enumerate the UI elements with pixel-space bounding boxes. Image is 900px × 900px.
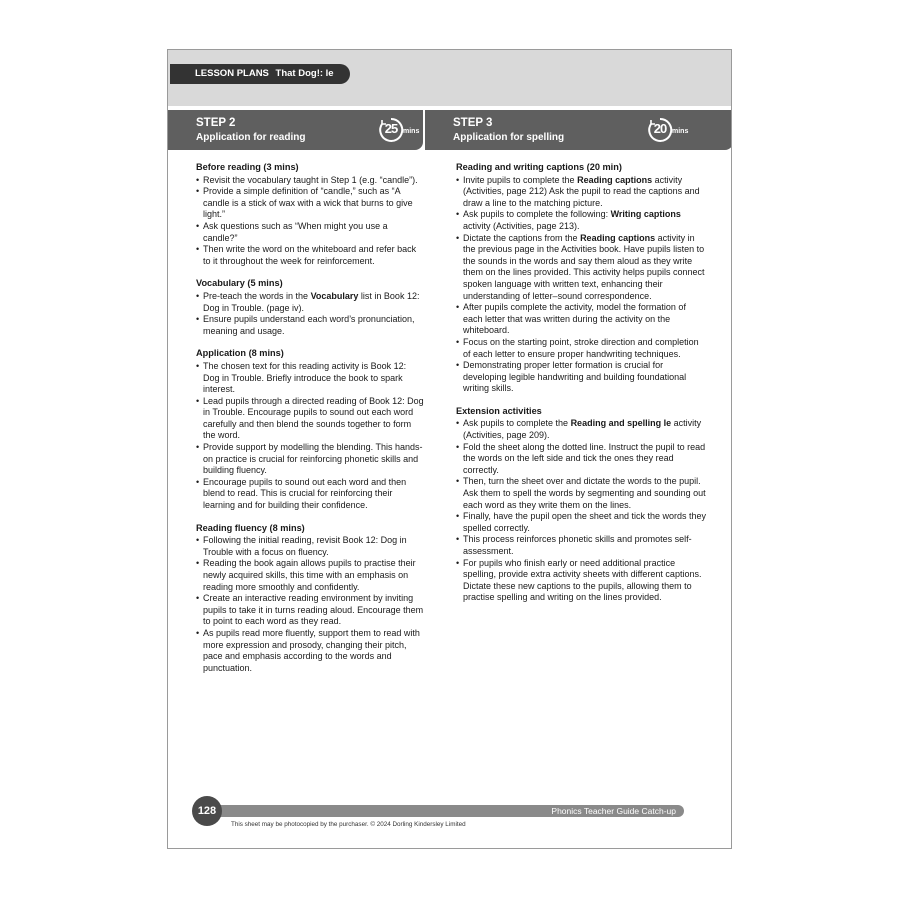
bold-text: Vocabulary [310, 290, 359, 301]
list-item [196, 593, 424, 628]
bullet-list [196, 291, 424, 337]
item-text: Encourage pupils to sound out each word and then blend to read. This is crucial for reinforcing their learning and for building their confidence. [203, 476, 407, 511]
bullet-list [196, 175, 424, 268]
list-item [196, 558, 424, 593]
copyright-notice: This sheet may be photocopied by the purchaser. © 2024 Dorling Kindersley Limited [231, 821, 466, 828]
step2-title: Application for reading [196, 132, 306, 143]
step2-column [196, 162, 424, 685]
item-text: Then, turn the sheet over and dictate the words to the pupil. Ask them to spell the words by segmenting and sounding out each word as they write them on the lines. [463, 476, 706, 510]
item-text: Ensure pupils understand each word’s pronunciation, meaning and usage. [203, 314, 415, 336]
page-number: 128 [192, 796, 222, 826]
list-item [196, 396, 424, 442]
bold-text: Reading captions [580, 232, 656, 243]
step3-column [456, 162, 706, 615]
item-text: Invite pupils to complete the [463, 174, 578, 185]
step3-timer-value: 20 [653, 121, 667, 136]
step2-timer-unit: mins [403, 128, 420, 135]
step3-title: Application for spelling [453, 132, 565, 143]
item-text: activity (Activities, page 212) Ask the pupil to read the captions and draw a line to the matching picture. [463, 174, 700, 208]
section-label: LESSON PLANS [195, 68, 269, 79]
item-text: Then write the word on the whiteboard and refer back to it throughout the week for reinforcement. [203, 244, 417, 266]
list-item [196, 477, 424, 512]
item-text: activity in the previous page in the Activities book. Have pupils listen to the sounds in the words and say them aloud as they write them on the lines provided. This activity helps pupils connect spoken language with written text, enhancing their understanding of letter–sound correspondence. [463, 232, 705, 301]
item-text: Ask pupils to complete the [463, 418, 571, 429]
list-item [456, 442, 706, 477]
header-pill [170, 64, 350, 84]
item-text: As pupils read more fluently, support them to read with more expression and prosody, changing their pitch, pace and emphasis according to the words and punctuation. [203, 627, 420, 673]
item-text: The chosen text for this reading activity is Book 12: Dog in Trouble. Briefly introduce the book to spark interest. [203, 360, 407, 395]
list-item [456, 209, 706, 232]
item-text: After pupils complete the activity, model the formation of each letter that was written during the activity on the whiteboard. [463, 302, 686, 336]
list-item [196, 361, 424, 396]
item-text: Ask questions such as “When might you use a candle?” [203, 220, 388, 243]
item-text: This process reinforces phonetic skills and promotes self-assessment. [463, 534, 692, 556]
step3-header [425, 110, 732, 150]
item-text: list in Book 12: Dog in Trouble. (page iv). [203, 290, 420, 313]
bold-text: Writing captions [610, 209, 681, 220]
item-text: Lead pupils through a directed reading of Book 12: Dog in Trouble. Encourage pupils to sound out each word carefully and then blend the sounds together to form the word. [203, 395, 424, 441]
list-item [196, 291, 424, 314]
item-text: For pupils who finish early or need additional practice spelling, provide extra activity sheets with different captions. Dictate these new captions to the pupils, allowing them to practise spelling and writing on the lines provided. [463, 557, 702, 603]
section-heading: Vocabulary (5 mins) [196, 278, 283, 289]
book-title: Phonics Teacher Guide Catch-up [551, 806, 676, 816]
item-text: Dictate the captions from the [463, 232, 581, 243]
bold-text: Reading and spelling le [570, 418, 672, 429]
list-item [196, 244, 424, 267]
item-text: Create an interactive reading environment by inviting pupils to take it in turns reading aloud. Encourage them to point to each word as they read. [203, 593, 424, 627]
step2-header [168, 110, 423, 150]
list-item [196, 628, 424, 674]
item-text: Revisit the vocabulary taught in Step 1 (e.g. “candle”). [203, 174, 418, 185]
step2-timer-value: 25 [384, 121, 398, 136]
bold-text: Reading captions [577, 174, 653, 185]
bullet-list [456, 175, 706, 395]
item-text: Ask pupils to complete the following: [463, 209, 611, 220]
lesson-title: That Dog!: le [275, 68, 334, 79]
step3-number: STEP 3 [453, 117, 493, 129]
list-item [196, 442, 424, 477]
list-item [456, 360, 706, 395]
list-item [456, 175, 706, 210]
list-item [196, 535, 424, 558]
item-text: Provide a simple definition of “candle,” such as “A candle is a stick of wax with a wick that burns to give light.” [203, 186, 413, 220]
list-item [196, 221, 424, 244]
list-item [456, 558, 706, 604]
section-heading: Application (8 mins) [196, 348, 284, 359]
item-text: Pre-teach the words in the [203, 290, 311, 301]
step2-number: STEP 2 [196, 117, 236, 129]
bullet-list [196, 535, 424, 674]
item-text: Following the initial reading, revisit Book 12: Dog in Trouble with a focus on fluency. [203, 535, 407, 557]
footer-bar [198, 805, 684, 817]
list-item [456, 302, 706, 337]
section-heading: Extension activities [456, 405, 542, 416]
worksheet-page [167, 49, 732, 849]
header-band [168, 50, 731, 106]
section-heading: Reading and writing captions (20 min) [456, 162, 622, 172]
step2-timer-icon [378, 117, 420, 143]
section-heading: Reading fluency (8 mins) [196, 522, 305, 533]
item-text: activity (Activities, page 213). [463, 220, 580, 231]
list-item [456, 337, 706, 360]
step3-timer-icon [647, 117, 689, 143]
list-item [456, 233, 706, 303]
item-text: activity (Activities, page 209). [463, 418, 702, 441]
list-item [456, 418, 706, 441]
item-text: Provide support by modelling the blending. This hands-on practice is crucial for reinforcing phonetic skills and building fluency. [203, 442, 423, 476]
list-item [196, 314, 424, 337]
item-text: Focus on the starting point, stroke direction and completion of each letter to ensure proper handwriting techniques. [463, 336, 699, 359]
item-text: Demonstrating proper letter formation is crucial for developing legible handwriting and building foundational writing skills. [463, 360, 687, 394]
item-text: Finally, have the pupil open the sheet and tick the words they spelled correctly. [463, 511, 706, 533]
list-item [456, 511, 706, 534]
step3-timer-unit: mins [672, 128, 689, 135]
item-text: Fold the sheet along the dotted line. Instruct the pupil to read the words on the left side and tick the ones they read correctly. [463, 441, 706, 475]
bullet-list [196, 361, 424, 512]
list-item [456, 476, 706, 511]
list-item [196, 175, 424, 187]
item-text: Reading the book again allows pupils to practise their newly acquired skills, this time with an emphasis on reading more smoothly and confidently. [203, 558, 416, 592]
list-item [456, 534, 706, 557]
bullet-list [456, 418, 706, 604]
list-item [196, 186, 424, 221]
section-heading: Before reading (3 mins) [196, 162, 299, 172]
